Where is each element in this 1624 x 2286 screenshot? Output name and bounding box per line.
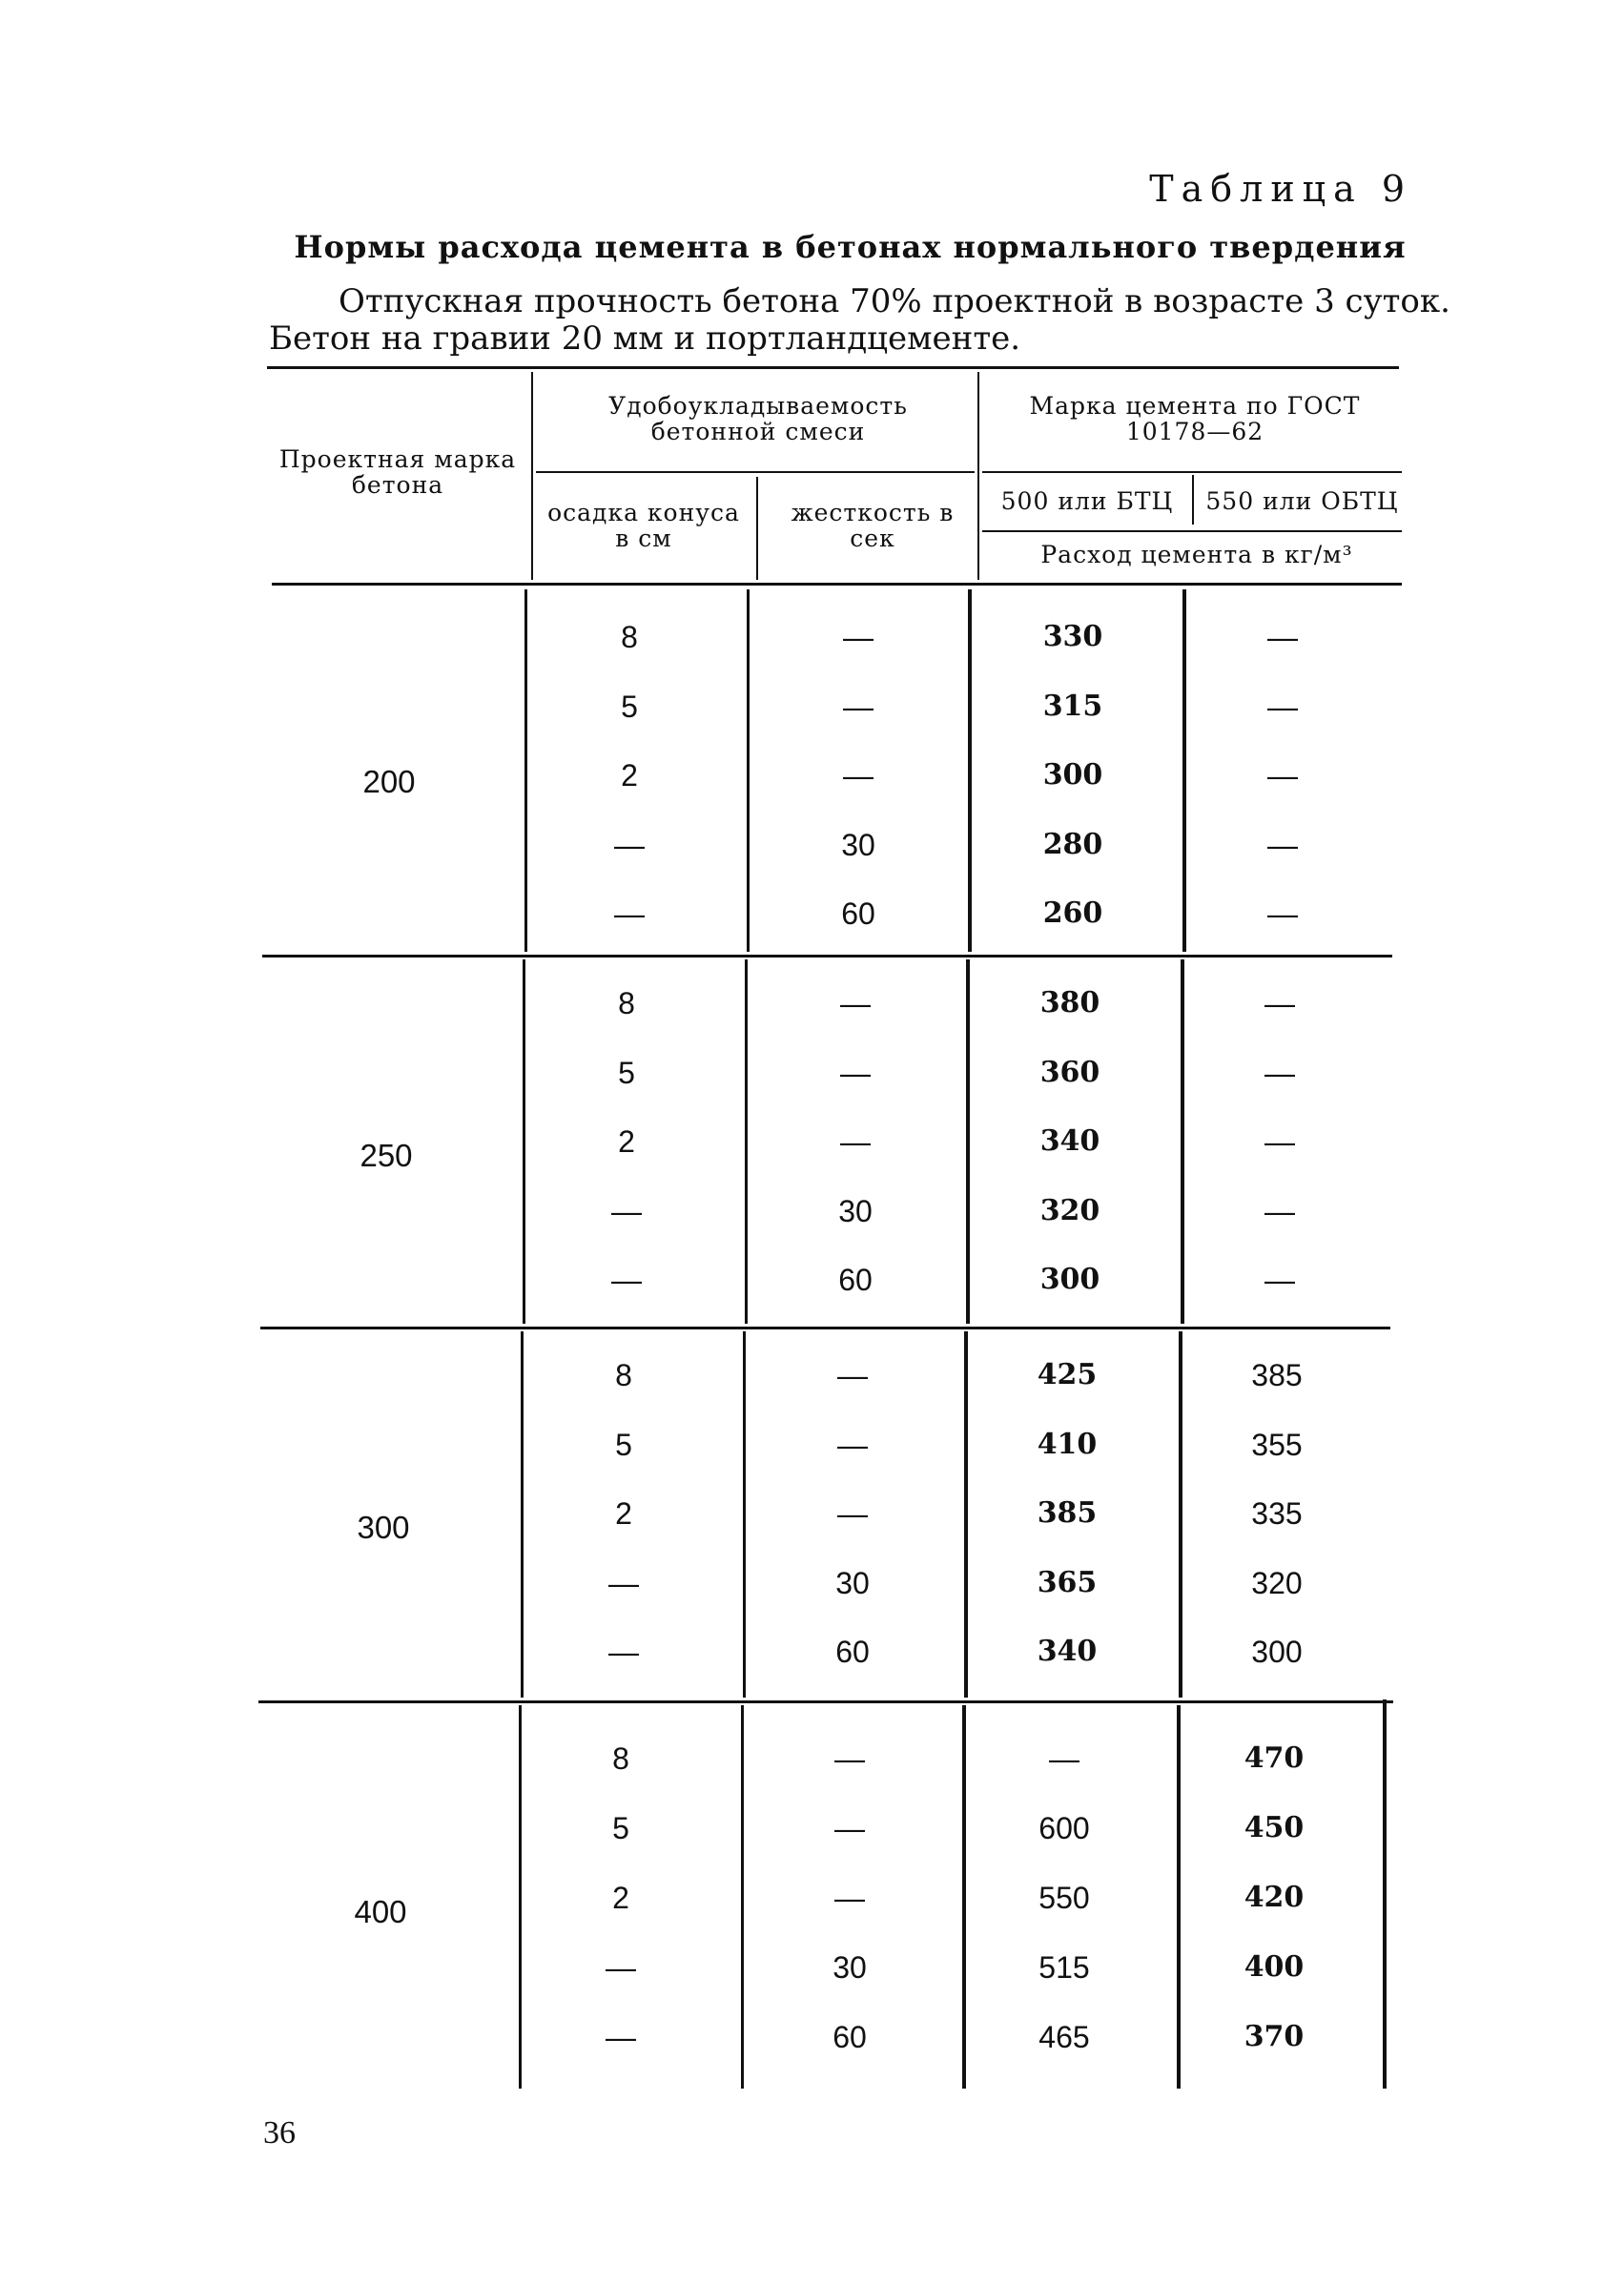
- stiffness-cell: —: [843, 758, 874, 793]
- workability-subheader-rule: [536, 471, 975, 473]
- subtitle-line-1: Отпускная прочность бетона 70% проектной в возрасте 3 суток.: [339, 282, 1450, 320]
- slump-cell: 2: [618, 1124, 635, 1159]
- stiffness-cell: —: [840, 986, 871, 1020]
- obtc-cell: 320: [1251, 1565, 1303, 1600]
- stiffness-cell: —: [840, 1055, 871, 1090]
- consumption-rule: [982, 530, 1402, 532]
- btc-cell: 315: [1042, 689, 1103, 723]
- header-divider-4: [1192, 475, 1194, 525]
- body-column-divider: [519, 1705, 522, 2089]
- slump-cell: —: [611, 1193, 642, 1228]
- group-separator-rule: [258, 1700, 1393, 1703]
- btc-cell: 465: [1038, 2020, 1090, 2054]
- body-column-divider: [743, 1331, 746, 1698]
- concrete-grade: 250: [360, 1138, 413, 1173]
- slump-cell: 8: [615, 1358, 632, 1392]
- stiffness-header: жесткость в сек: [791, 499, 955, 552]
- slump-cell: 8: [621, 620, 638, 654]
- slump-cell: 2: [615, 1496, 632, 1531]
- obtc-cell: —: [1267, 896, 1298, 931]
- obtc-cell: 400: [1244, 1950, 1305, 1984]
- btc-cell: 385: [1037, 1496, 1098, 1530]
- body-column-divider: [741, 1705, 744, 2089]
- btc-header: 500 или БТЦ: [1000, 487, 1174, 515]
- obtc-cell: 335: [1251, 1496, 1303, 1531]
- body-column-divider: [1182, 589, 1186, 952]
- stiffness-cell: 30: [835, 1565, 870, 1600]
- body-column-divider: [964, 1331, 968, 1698]
- stiffness-cell: —: [837, 1427, 868, 1462]
- slump-cell: —: [611, 1263, 642, 1297]
- slump-cell: 2: [621, 758, 638, 793]
- slump-cell: 2: [612, 1881, 629, 1915]
- obtc-cell: 370: [1244, 2020, 1305, 2053]
- btc-cell: 340: [1039, 1124, 1100, 1158]
- btc-cell: 340: [1037, 1635, 1098, 1668]
- obtc-cell: 450: [1244, 1811, 1305, 1844]
- stiffness-cell: —: [840, 1124, 871, 1159]
- stiffness-cell: —: [834, 1741, 865, 1776]
- table-label: Таблица 9: [1149, 168, 1412, 210]
- slump-cell: —: [614, 827, 645, 862]
- btc-cell: 280: [1042, 827, 1103, 861]
- stiffness-cell: 60: [835, 1635, 870, 1669]
- btc-cell: 300: [1039, 1263, 1100, 1296]
- slump-cell: —: [608, 1565, 639, 1600]
- stiffness-cell: 30: [838, 1193, 873, 1228]
- btc-cell: 365: [1037, 1565, 1098, 1599]
- body-column-divider: [521, 1331, 524, 1698]
- subtitle-line-2: Бетон на гравии 20 мм и портландцементе.: [269, 319, 1021, 358]
- slump-header: осадка конуса в см: [547, 499, 740, 552]
- btc-cell: 425: [1037, 1358, 1098, 1391]
- stiffness-cell: —: [837, 1496, 868, 1531]
- body-column-divider: [523, 959, 525, 1324]
- stiffness-cell: —: [837, 1358, 868, 1392]
- page-title: Нормы расхода цемента в бетонах нормального твердения: [294, 229, 1407, 265]
- concrete-grade: 300: [357, 1510, 410, 1545]
- btc-cell: 550: [1038, 1881, 1090, 1915]
- stiffness-cell: —: [834, 1881, 865, 1915]
- stiffness-cell: —: [843, 689, 874, 724]
- page-number: 36: [263, 2115, 296, 2151]
- body-column-divider: [966, 959, 970, 1324]
- obtc-cell: —: [1267, 758, 1298, 793]
- obtc-cell: 470: [1244, 1741, 1305, 1775]
- obtc-cell: —: [1267, 827, 1298, 862]
- cement-brand-header: Марка цемента по ГОСТ 10178—62: [1029, 392, 1361, 445]
- body-column-divider: [1181, 959, 1184, 1324]
- slump-cell: —: [614, 896, 645, 931]
- stiffness-cell: 30: [841, 827, 875, 862]
- btc-cell: 330: [1042, 620, 1103, 653]
- group-separator-rule: [262, 955, 1392, 958]
- btc-cell: 410: [1037, 1427, 1098, 1461]
- btc-cell: 600: [1038, 1811, 1090, 1845]
- obtc-cell: —: [1264, 1124, 1295, 1159]
- workability-header: Удобоукладываемость бетонной смеси: [608, 392, 908, 445]
- btc-cell: 515: [1038, 1950, 1090, 1985]
- concrete-grade: 400: [354, 1894, 407, 1929]
- btc-cell: 300: [1042, 758, 1103, 792]
- obtc-header: 550 или ОБТЦ: [1205, 487, 1399, 515]
- slump-cell: —: [606, 2020, 636, 2054]
- slump-cell: 5: [621, 689, 638, 724]
- stiffness-cell: 60: [838, 1263, 873, 1297]
- body-right-border: [1383, 1699, 1387, 2089]
- slump-cell: —: [606, 1950, 636, 1985]
- header-divider-2: [756, 477, 758, 580]
- header-divider-1: [531, 372, 533, 580]
- obtc-cell: —: [1267, 620, 1298, 654]
- slump-cell: 5: [615, 1427, 632, 1462]
- body-column-divider: [524, 589, 527, 952]
- slump-cell: 5: [618, 1055, 635, 1090]
- btc-cell: 320: [1039, 1193, 1100, 1227]
- obtc-cell: —: [1264, 1055, 1295, 1090]
- body-column-divider: [745, 959, 748, 1324]
- btc-cell: 260: [1042, 896, 1103, 930]
- obtc-cell: 420: [1244, 1881, 1305, 1914]
- slump-cell: —: [608, 1635, 639, 1669]
- stiffness-cell: 60: [833, 2020, 867, 2054]
- body-column-divider: [962, 1705, 966, 2089]
- stiffness-cell: —: [843, 620, 874, 654]
- obtc-cell: —: [1264, 986, 1295, 1020]
- obtc-cell: 300: [1251, 1635, 1303, 1669]
- group-separator-rule: [260, 1327, 1390, 1329]
- body-column-divider: [1177, 1705, 1181, 2089]
- btc-cell: —: [1049, 1741, 1079, 1776]
- grade-header: Проектная марка бетона: [278, 445, 517, 499]
- header-bottom-rule: [272, 583, 1402, 586]
- stiffness-cell: —: [834, 1811, 865, 1845]
- concrete-grade: 200: [362, 764, 416, 799]
- slump-cell: 8: [618, 986, 635, 1020]
- obtc-cell: 355: [1251, 1427, 1303, 1462]
- cement-subheader-rule: [982, 471, 1402, 473]
- stiffness-cell: 60: [841, 896, 875, 931]
- header-divider-3: [977, 372, 979, 580]
- slump-cell: 5: [612, 1811, 629, 1845]
- btc-cell: 380: [1039, 986, 1100, 1019]
- obtc-cell: —: [1267, 689, 1298, 724]
- btc-cell: 360: [1039, 1055, 1100, 1089]
- table-top-rule: [267, 366, 1399, 369]
- slump-cell: 8: [612, 1741, 629, 1776]
- body-column-divider: [1179, 1331, 1182, 1698]
- obtc-cell: —: [1264, 1263, 1295, 1297]
- body-column-divider: [747, 589, 750, 952]
- obtc-cell: 385: [1251, 1358, 1303, 1392]
- body-column-divider: [968, 589, 972, 952]
- obtc-cell: —: [1264, 1193, 1295, 1228]
- stiffness-cell: 30: [833, 1950, 867, 1985]
- consumption-header: Расход цемента в кг/м³: [1040, 541, 1353, 568]
